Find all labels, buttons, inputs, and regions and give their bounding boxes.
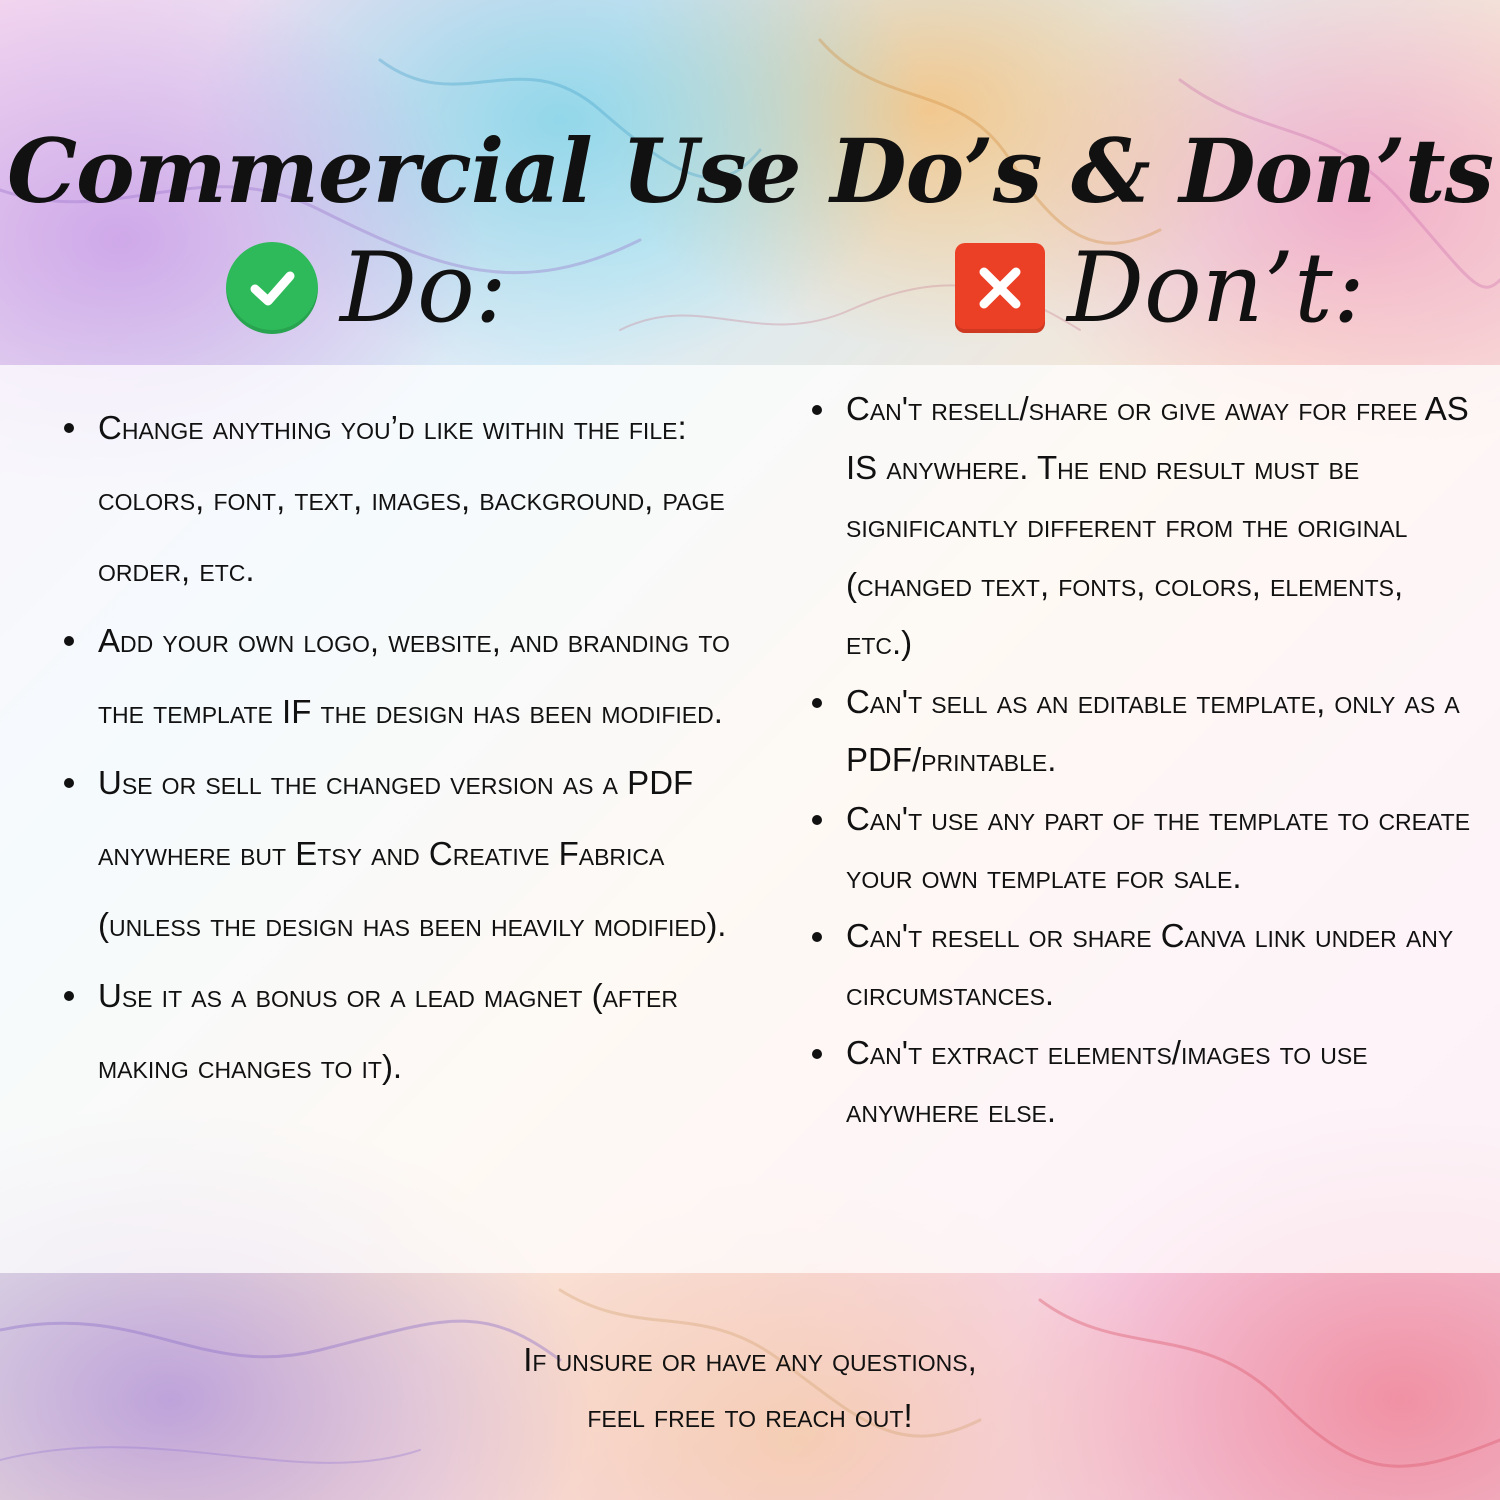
- do-item: [64, 605, 754, 747]
- dont-item-text: Can't sell as an editable template, only as a PDF/printable.: [846, 682, 1460, 778]
- page-title: Commercial Use Do’s & Don’ts: [6, 118, 1494, 223]
- do-list: [64, 392, 754, 1102]
- dont-item: [812, 673, 1472, 790]
- bullet-icon: [812, 815, 822, 825]
- do-item-text: Add your own logo, website, and branding to the template IF the design has been modified.: [98, 622, 730, 730]
- x-square-icon: [955, 243, 1045, 333]
- dont-item-text: Can't resell/share or give away for free AS IS anywhere. The end result must be significantly different from the original (changed text, fonts, colors, elements, etc.): [846, 390, 1469, 661]
- do-item: [64, 392, 754, 605]
- dont-item: [812, 1024, 1472, 1141]
- dont-item-text: Can't resell or share Canva link under any circumstances.: [846, 916, 1454, 1012]
- check-circle-icon: [226, 242, 318, 334]
- dont-item: [812, 907, 1472, 1024]
- dont-heading-label: Don’t:: [1067, 232, 1366, 344]
- bullet-icon: [812, 1049, 822, 1059]
- footer-line-2: feel free to reach out!: [587, 1397, 913, 1434]
- do-item-text: Use or sell the changed version as a PDF anywhere but Etsy and Creative Fabrica (unless the design has been heavily modified).: [98, 764, 727, 943]
- dont-list: [812, 380, 1472, 1141]
- bullet-icon: [64, 423, 74, 433]
- dont-heading: [955, 228, 1365, 348]
- do-heading-label: Do:: [340, 232, 508, 344]
- bullet-icon: [812, 698, 822, 708]
- footer-line-1: If unsure or have any questions,: [523, 1341, 977, 1378]
- do-heading: [226, 228, 507, 348]
- bullet-icon: [64, 778, 74, 788]
- bullet-icon: [64, 991, 74, 1001]
- bullet-icon: [64, 636, 74, 646]
- footer-note: [0, 1332, 1500, 1444]
- do-item: [64, 747, 754, 960]
- do-item-text: Change anything you’d like within the file: colors, font, text, images, background, page order, etc.: [98, 409, 725, 588]
- do-item-text: Use it as a bonus or a lead magnet (after making changes to it).: [98, 977, 678, 1085]
- do-item: [64, 960, 754, 1102]
- dont-item: [812, 380, 1472, 673]
- bullet-icon: [812, 932, 822, 942]
- dont-item-text: Can't extract elements/images to use anywhere else.: [846, 1033, 1368, 1129]
- bullet-icon: [812, 405, 822, 415]
- dont-item-text: Can't use any part of the template to create your own template for sale.: [846, 799, 1471, 895]
- dont-item: [812, 790, 1472, 907]
